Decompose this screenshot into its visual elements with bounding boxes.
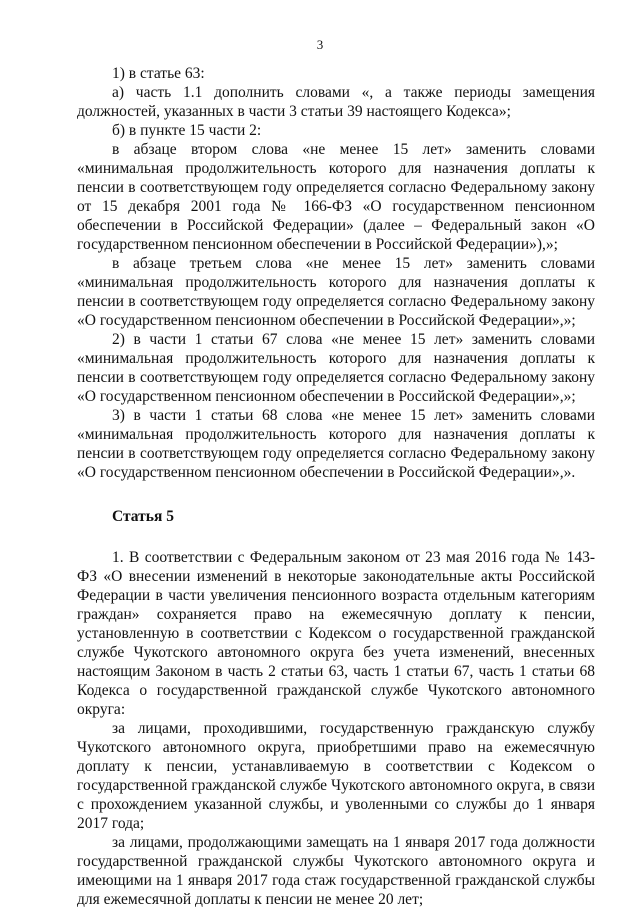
paragraph-article-67: 2) в части 1 статьи 67 слова «не менее 15 лет» заменить словами «минимальная продолжительность которого для назначения доплаты к пенсии в соответствующем году определяется согласно Федеральному закону «О государственном пенсионном обеспечении в Российской Федерации»,»; [77,331,595,405]
paragraph-serving-persons: за лицами, продолжающими замещать на 1 января 2017 года должности государственной гражданской службы Чукотского автономного округа и имеющими на 1 января 2017 года стаж государственной гражданской службы для ежемесячной доплаты к пенсии не менее 20 лет; [77,834,595,908]
paragraph-item-15: б) в пункте 15 части 2: [112,122,262,139]
spacer [77,482,595,507]
article-heading: Статья 5 [112,508,174,525]
paragraph-second-abzac: в абзаце втором слова «не менее 15 лет» заменить словами «минимальная продолжительность которого для назначения доплаты к пенсии в соответствующем году определяется согласно Федеральному закону от 15 декабря 2001 года № 166-ФЗ «О государственном пенсионном обеспечении в Российской Федерации» (далее – Федеральный закон «О государственном пенсионном обеспечении в Российской Федерации»),»; [77,141,595,253]
paragraph-retired-persons: за лицами, проходившими, государственную гражданскую службу Чукотского автономного округа, приобретшими право на ежемесячную доплату к пенсии, устанавливаемую в соответствии с Кодексом о государственной гражданской службе Чукотского автономного округа, в связи с прохождением указанной службы, и уволенными со службы до 1 января 2017 года; [77,720,595,832]
paragraph-part-1-1: а) часть 1.1 дополнить словами «, а также периоды замещения должностей, указанных в части 3 статьи 39 настоящего Кодекса»; [77,84,595,120]
document-body [77,64,595,909]
paragraph-article-68: 3) в части 1 статьи 68 слова «не менее 15 лет» заменить словами «минимальная продолжительность которого для назначения доплаты к пенсии в соответствующем году определяется согласно Федеральному закону «О государственном пенсионном обеспечении в Российской Федерации»,». [77,407,595,481]
paragraph-third-abzac: в абзаце третьем слова «не менее 15 лет» заменить словами «минимальная продолжительность которого для назначения доплаты к пенсии в соответствующем году определяется согласно Федеральному закону «О государственном пенсионном обеспечении в Российской Федерации»,»; [77,255,595,329]
paragraph-article-63: 1) в статье 63: [112,65,205,82]
spacer [77,526,595,548]
paragraph-article-5-point-1: 1. В соответствии с Федеральным законом от 23 мая 2016 года № 143-ФЗ «О внесении изменений в некоторые законодательные акты Российской Федерации в части увеличения пенсионного возраста отдельным категориям граждан» сохраняется право на ежемесячную доплату к пенсии, установленную в соответствии с Кодексом о государственной гражданской службе Чукотского автономного округа без учета изменений, внесенных настоящим Законом в часть 2 статьи 63, часть 1 статьи 67, часть 1 статьи 68 Кодекса о государственной гражданской службе Чукотского автономного округа: [77,549,595,718]
page-number: 3 [316,37,324,52]
